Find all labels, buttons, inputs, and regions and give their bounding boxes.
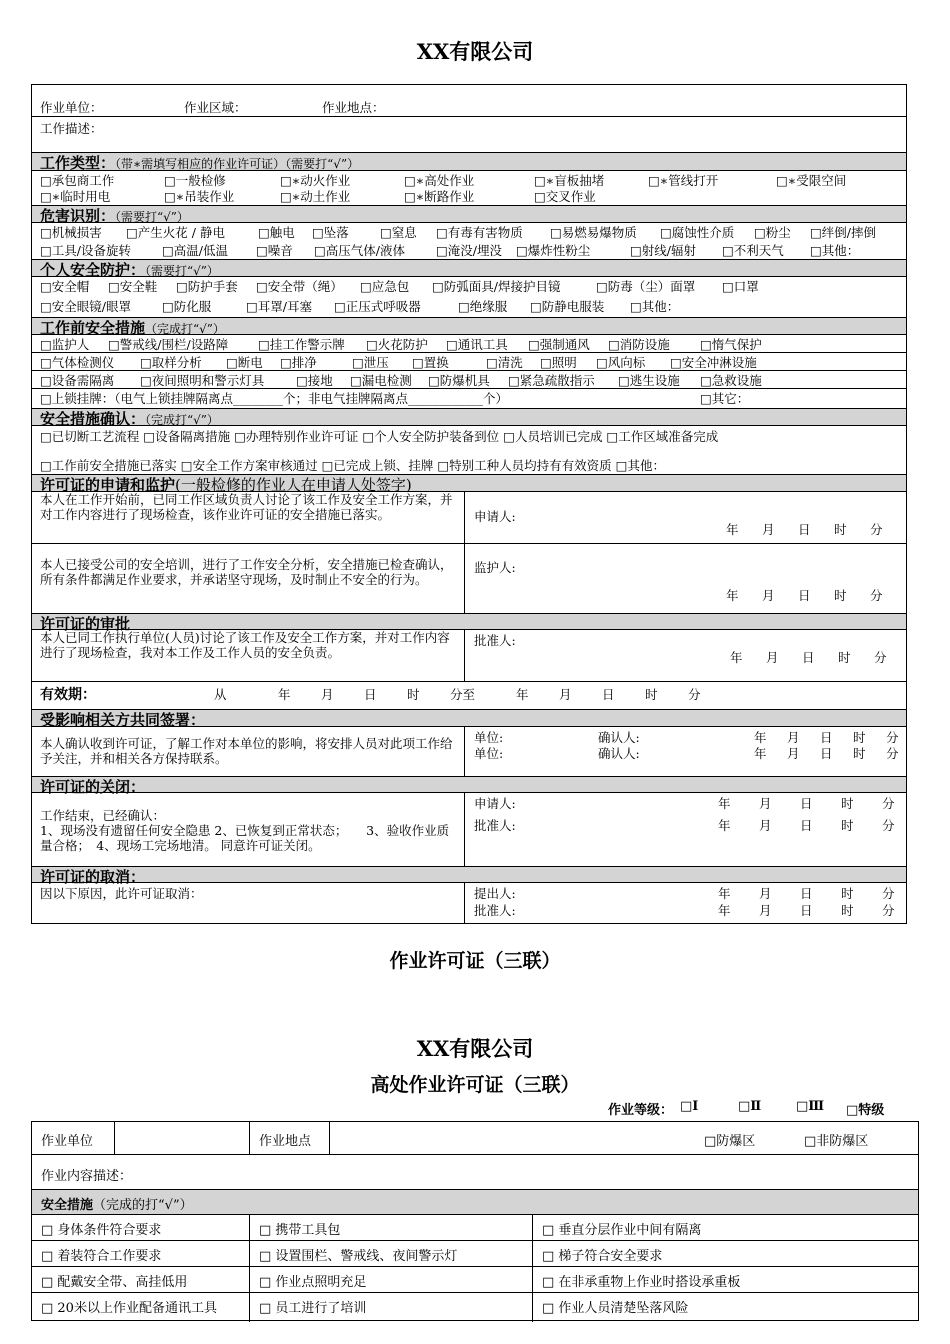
checkbox-temp-power[interactable]: □∗临时用电 xyxy=(40,189,111,204)
checkbox-equipment-isolation[interactable]: □设备需隔离 xyxy=(40,373,115,388)
affected-confirmer-1[interactable]: 确认人: xyxy=(598,730,640,745)
height-measures-heading: 安全措施（完成的打“√”） xyxy=(41,1198,193,1213)
checkbox-suffocation[interactable]: □窒息 xyxy=(380,225,417,240)
date-part-label: 时 xyxy=(841,796,854,811)
close-approver-label[interactable]: 批准人: xyxy=(474,818,516,833)
permit-footer-title: 作业许可证（三联） xyxy=(389,950,561,972)
height-work-unit-label: 作业单位 xyxy=(41,1134,94,1149)
work-unit-label: 作业单位： xyxy=(40,100,103,115)
checkbox-wind-vane[interactable]: □风向标 xyxy=(596,355,646,370)
date-part-label: 年 xyxy=(516,687,529,702)
approve-heading: 许可证的审批 xyxy=(40,615,131,633)
company-title-2: XX有限公司 xyxy=(416,1036,534,1061)
date-part-label: 年 xyxy=(718,903,731,918)
checkbox-fall[interactable]: □坠落 xyxy=(312,225,349,240)
work-permit-form xyxy=(31,84,907,924)
date-part-label: 年 xyxy=(754,730,767,745)
date-part-label: 月 xyxy=(559,687,572,702)
checkbox-mechanical[interactable]: □机械损害 xyxy=(40,225,102,240)
checkbox-emergency-kit[interactable]: □应急包 xyxy=(360,279,410,294)
date-part-label: 时 xyxy=(407,687,420,702)
measure-training[interactable]: □ 员工进行了培训 xyxy=(259,1301,367,1316)
date-part-label: 时 xyxy=(841,818,854,833)
checkbox-gloves[interactable]: □防护手套 xyxy=(176,279,238,294)
checkbox-spark-protection[interactable]: □火花防护 xyxy=(366,337,428,352)
confirm-row-1[interactable]: □已切断工艺流程 □设备隔离措施 □办理特别作业许可证 □个人安全防护装备到位 □人员培训已完成 □工作区域准备完成 xyxy=(40,429,719,444)
checkbox-noise[interactable]: □噪音 xyxy=(256,243,293,258)
date-part-label: 时 xyxy=(838,650,851,665)
date-part-label: 月 xyxy=(321,687,334,702)
cancel-proposer-label[interactable]: 提出人: xyxy=(474,886,516,901)
date-part-label: 时 xyxy=(841,886,854,901)
date-part-label: 分 xyxy=(886,746,899,761)
grade-2-checkbox[interactable]: □Ⅱ xyxy=(738,1099,762,1114)
checkbox-temperature[interactable]: □高温/低温 xyxy=(162,243,229,258)
checkbox-hot-work[interactable]: □∗动火作业 xyxy=(280,173,351,188)
checkbox-barrier[interactable]: □警戒线/围栏/设路障 xyxy=(108,337,229,352)
date-part-label: 月 xyxy=(787,746,800,761)
checkbox-trip[interactable]: □绊倒/摔倒 xyxy=(810,225,877,240)
checkbox-lighting[interactable]: □照明 xyxy=(540,355,577,370)
checkbox-ppe-other[interactable]: □其他： xyxy=(630,299,680,314)
date-part-label: 月 xyxy=(759,903,772,918)
date-part-label: 月 xyxy=(762,522,775,537)
grade-3-checkbox[interactable]: □Ⅲ xyxy=(796,1099,825,1114)
work-description-label[interactable]: 工作描述： xyxy=(40,121,103,136)
checkbox-pipeline-open[interactable]: □∗管线打开 xyxy=(648,173,719,188)
checkbox-gas-detector[interactable]: □气体检测仪 xyxy=(40,355,115,370)
date-part-label: 年 xyxy=(726,588,739,603)
checkbox-inert-gas[interactable]: □惰气保护 xyxy=(700,337,762,352)
date-part-label: 分 xyxy=(870,522,883,537)
checkbox-rotating[interactable]: □工具/设备旋转 xyxy=(40,243,132,258)
measure-safety-belt[interactable]: □ 配戴安全带、高挂低用 xyxy=(41,1275,188,1290)
date-part-label: 分 xyxy=(882,903,895,918)
date-part-label: 月 xyxy=(766,650,779,665)
date-part-label: 日 xyxy=(820,746,833,761)
work-area-label: 作业区域： xyxy=(184,100,247,115)
date-part-label: 时 xyxy=(841,903,854,918)
affected-statement: 本人确认收到许可证，了解工作对本单位的影响，将安排人员对此项工作给予关注，并和相关各方保持联系。 xyxy=(40,736,453,766)
checkbox-guardian[interactable]: □监护人 xyxy=(40,337,90,352)
date-part-label: 时 xyxy=(645,687,658,702)
work-content-description[interactable]: 作业内容描述： xyxy=(41,1169,133,1184)
checkbox-radiation[interactable]: □射线/辐射 xyxy=(630,243,697,258)
date-part-label: 年 xyxy=(726,522,739,537)
guardian-statement: 本人已接受公司的安全培训，进行了工作安全分析，安全措施已检查确认，所有条件都满足作业要求，并承诺坚守现场，及时制止不安全的行为。 xyxy=(40,557,453,587)
date-part-label: 年 xyxy=(718,796,731,811)
checkbox-spark[interactable]: □产生火花 / 静电 xyxy=(126,225,225,240)
date-part-label: 日 xyxy=(820,730,833,745)
date-part-label: 年 xyxy=(718,818,731,833)
hazard-heading: 危害识别：（需要打“√”） xyxy=(40,207,189,225)
checkbox-evacuation-sign[interactable]: □紧急疏散指示 xyxy=(508,373,595,388)
affected-confirmer-2[interactable]: 确认人: xyxy=(598,746,640,761)
measure-load-board[interactable]: □ 在非承重物上作业时搭设承重板 xyxy=(542,1275,741,1290)
checkbox-submerge[interactable]: □淹没/埋没 xyxy=(436,243,503,258)
work-location-label: 作业地点： xyxy=(322,100,385,115)
cancel-heading: 许可证的取消： xyxy=(40,868,146,886)
close-applicant-label[interactable]: 申请人: xyxy=(474,796,516,811)
date-part-label: 月 xyxy=(762,588,775,603)
grade-special-checkbox[interactable]: □特级 xyxy=(846,1103,885,1118)
checkbox-high-pressure[interactable]: □高压气体/液体 xyxy=(314,243,406,258)
date-part-label: 分 xyxy=(688,687,701,702)
cancel-statement: 因以下原因，此许可证取消： xyxy=(40,886,203,901)
checkbox-face-mask[interactable]: □口罩 xyxy=(722,279,759,294)
explosion-zone-checkbox[interactable]: □防爆区 xyxy=(704,1134,756,1149)
checkbox-leakage-test[interactable]: □漏电检测 xyxy=(350,373,412,388)
checkbox-insulating-suit[interactable]: □绝缘服 xyxy=(458,299,508,314)
apply-heading: 许可证的申请和监护(一般检修的作业人在申请人处签字) xyxy=(40,476,412,494)
checkbox-measures-other[interactable]: □其它： xyxy=(700,391,750,406)
checkbox-corrosive[interactable]: □腐蚀性介质 xyxy=(660,225,735,240)
checkbox-ear-protection[interactable]: □耳罩/耳塞 xyxy=(246,299,313,314)
date-part-label: 日 xyxy=(800,796,813,811)
checkbox-first-aid[interactable]: □急救设施 xyxy=(700,373,762,388)
checkbox-confined-space[interactable]: □∗受限空间 xyxy=(776,173,847,188)
date-part-label: 时 xyxy=(853,730,866,745)
checkbox-height-work[interactable]: □∗高处作业 xyxy=(404,173,475,188)
checkbox-blind-plate[interactable]: □∗盲板抽堵 xyxy=(534,173,605,188)
date-part-label: 年 xyxy=(718,886,731,901)
measure-tool-bag[interactable]: □ 携带工具包 xyxy=(259,1223,341,1238)
checkbox-goggles[interactable]: □安全眼镜/眼罩 xyxy=(40,299,132,314)
date-part-label: 日 xyxy=(802,650,815,665)
checkbox-explosion-proof-tools[interactable]: □防爆机具 xyxy=(428,373,490,388)
measure-lighting[interactable]: □ 作业点照明充足 xyxy=(259,1275,367,1290)
approve-statement: 本人已同工作执行单位(人员)讨论了该工作及安全工作方案，并对工作内容进行了现场检查，我对本工作及工作人员的安全负责。 xyxy=(40,630,450,660)
date-part-label: 分 xyxy=(882,886,895,901)
checkbox-cleaning[interactable]: □清洗 xyxy=(486,355,523,370)
checkbox-night-lighting[interactable]: □夜间照明和警示灯具 xyxy=(140,373,265,388)
checkbox-lifting[interactable]: □∗吊装作业 xyxy=(164,189,235,204)
checkbox-drain[interactable]: □排净 xyxy=(280,355,317,370)
date-part-label: 分 xyxy=(886,730,899,745)
checkbox-helmet[interactable]: □安全帽 xyxy=(40,279,90,294)
validity-from: 从 xyxy=(214,687,227,702)
checkbox-communication[interactable]: □通讯工具 xyxy=(446,337,508,352)
checkbox-explosive-dust[interactable]: □爆炸性粉尘 xyxy=(516,243,591,258)
close-heading: 许可证的关闭： xyxy=(40,778,146,796)
checkbox-general-repair[interactable]: □一般检修 xyxy=(164,173,226,188)
measure-communication[interactable]: □ 20米以上作业配备通讯工具 xyxy=(41,1301,217,1316)
checkbox-pressure-relief[interactable]: □泄压 xyxy=(352,355,389,370)
measure-physical-condition[interactable]: □ 身体条件符合要求 xyxy=(41,1223,162,1238)
apply-statement: 本人在工作开始前，已同工作区域负责人讨论了该工作及安全工作方案，并对工作内容进行了现场检查，该作业许可证的安全措施已落实。 xyxy=(40,492,453,522)
date-part-label: 日 xyxy=(798,522,811,537)
date-part-label: 月 xyxy=(759,818,772,833)
guardian-label[interactable]: 监护人: xyxy=(474,560,516,575)
date-part-label: 日 xyxy=(800,886,813,901)
checkbox-chemical-suit[interactable]: □防化服 xyxy=(162,299,212,314)
approver-label[interactable]: 批准人: xyxy=(474,633,516,648)
checkbox-power-off[interactable]: □断电 xyxy=(226,355,263,370)
date-part-label: 年 xyxy=(754,746,767,761)
date-part-label: 分 xyxy=(870,588,883,603)
checkbox-gas-mask[interactable]: □防毒（尘）面罩 xyxy=(596,279,696,294)
work-grade xyxy=(608,1099,885,1118)
checkbox-safety-shoes[interactable]: □安全鞋 xyxy=(108,279,158,294)
checkbox-escape-facilities[interactable]: □逃生设施 xyxy=(618,373,680,388)
date-part-label: 月 xyxy=(787,730,800,745)
work-type-heading: 工作类型：（带∗需填写相应的作业许可证）（需要打“√”） xyxy=(40,154,360,172)
checkbox-grounding[interactable]: □接地 xyxy=(296,373,333,388)
validity-to: 分至 xyxy=(450,687,476,702)
date-part-label: 时 xyxy=(834,522,847,537)
date-part-label: 分 xyxy=(882,818,895,833)
height-permit-form xyxy=(31,1121,919,1321)
checkbox-safety-belt[interactable]: □安全带（绳） xyxy=(256,279,343,294)
date-part-label: 日 xyxy=(800,903,813,918)
checkbox-electric-shock[interactable]: □触电 xyxy=(258,225,295,240)
checkbox-ventilation[interactable]: □强制通风 xyxy=(528,337,590,352)
checkbox-breathing-apparatus[interactable]: □正压式呼吸器 xyxy=(334,299,421,314)
date-part-label: 年 xyxy=(278,687,291,702)
checkbox-weather[interactable]: □不利天气 xyxy=(722,243,784,258)
checkbox-excavation[interactable]: □∗动土作业 xyxy=(280,189,351,204)
height-permit-title: 高处作业许可证（三联） xyxy=(370,1074,580,1096)
date-part-label: 日 xyxy=(364,687,377,702)
close-statement: 工作结束，已经确认： 1、现场没有遗留任何安全隐患 2、已恢复到正常状态； 3、验收作业质量合格； 4、现场工完场地清。 同意许可证关闭。 xyxy=(40,808,450,853)
date-part-label: 年 xyxy=(730,650,743,665)
measure-fall-risk[interactable]: □ 作业人员清楚坠落风险 xyxy=(542,1301,689,1316)
checkbox-flammable[interactable]: □易燃易爆物质 xyxy=(550,225,637,240)
measure-ladder[interactable]: □ 梯子符合安全要求 xyxy=(542,1249,663,1264)
measure-vertical-isolation[interactable]: □ 垂直分层作业中间有隔离 xyxy=(542,1223,702,1238)
company-title: XX有限公司 xyxy=(416,39,534,64)
measure-fence-warning[interactable]: □ 设置围栏、警戒线、夜间警示灯 xyxy=(259,1249,458,1264)
cancel-approver-label[interactable]: 批准人: xyxy=(474,903,516,918)
applicant-label[interactable]: 申请人: xyxy=(474,509,516,524)
grade-1-checkbox[interactable]: □Ⅰ xyxy=(680,1099,699,1114)
confirm-row-2[interactable]: □工作前安全措施已落实 □安全工作方案审核通过 □已完成上锁、挂牌 □特别工种人员均持有有效资质 □其他： xyxy=(40,458,665,473)
date-part-label: 时 xyxy=(853,746,866,761)
checkbox-warning-sign[interactable]: □挂工作警示牌 xyxy=(258,337,345,352)
work-grade-label: 作业等级： xyxy=(608,1103,674,1118)
date-part-label: 月 xyxy=(759,796,772,811)
affected-heading: 受影响相关方共同签署： xyxy=(40,711,206,729)
checkbox-antistatic[interactable]: □防静电服装 xyxy=(530,299,605,314)
date-part-label: 月 xyxy=(759,886,772,901)
pre-measures-heading: 工作前安全措施（完成打“√”） xyxy=(40,319,225,337)
checkbox-dust[interactable]: □粉尘 xyxy=(754,225,791,240)
checkbox-cross-work[interactable]: □交叉作业 xyxy=(534,189,596,204)
checkbox-toxic[interactable]: □有毒有害物质 xyxy=(436,225,523,240)
height-work-location-label: 作业地点 xyxy=(259,1134,312,1149)
checkbox-safety-shower[interactable]: □安全冲淋设施 xyxy=(670,355,757,370)
checkbox-sampling[interactable]: □取样分析 xyxy=(140,355,202,370)
confirm-heading: 安全措施确认：（完成打“√”） xyxy=(40,410,219,428)
affected-unit-2[interactable]: 单位: xyxy=(474,746,504,761)
date-part-label: 日 xyxy=(798,588,811,603)
measure-clothing[interactable]: □ 着装符合工作要求 xyxy=(41,1249,162,1264)
checkbox-hazard-other[interactable]: □其他： xyxy=(810,243,860,258)
checkbox-contractor[interactable]: □承包商工作 xyxy=(40,173,115,188)
date-part-label: 时 xyxy=(834,588,847,603)
validity-label: 有效期： xyxy=(40,687,96,703)
non-explosion-zone-checkbox[interactable]: □非防爆区 xyxy=(804,1134,869,1149)
date-part-label: 日 xyxy=(800,818,813,833)
checkbox-road-break[interactable]: □∗断路作业 xyxy=(404,189,475,204)
date-part-label: 日 xyxy=(602,687,615,702)
ppe-heading: 个人安全防护：（需要打“√”） xyxy=(40,261,219,279)
date-part-label: 分 xyxy=(882,796,895,811)
checkbox-fire-facilities[interactable]: □消防设施 xyxy=(608,337,670,352)
checkbox-arc-mask[interactable]: □防弧面具/焊接护目镜 xyxy=(432,279,561,294)
lockout-tagout-field[interactable]: □上锁挂牌：（电气上锁挂牌隔离点________个；非电气挂牌隔离点____________个） xyxy=(40,391,509,406)
affected-unit-1[interactable]: 单位: xyxy=(474,730,504,745)
checkbox-replace[interactable]: □置换 xyxy=(412,355,449,370)
date-part-label: 分 xyxy=(874,650,887,665)
